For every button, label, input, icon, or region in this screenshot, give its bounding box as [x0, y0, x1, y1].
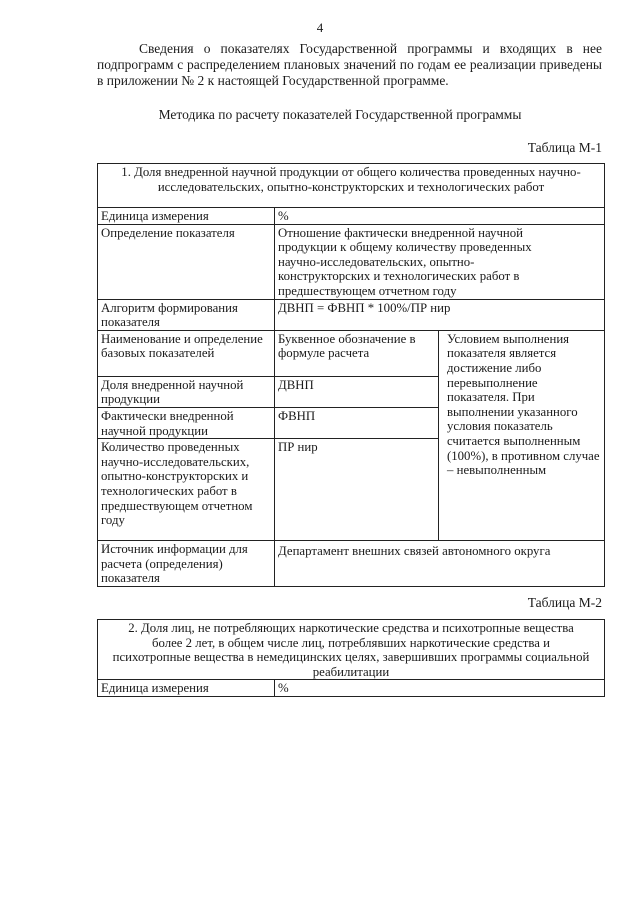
table-m1-header: 1. Доля внедренной научной продукции от общего количества проведенных научно-исследовательских, опытно-конструкторских и технологических работ	[98, 164, 605, 208]
definition-value: Отношение фактически внедренной научной продукции к общему количеству проведенных научно-исследовательских, опытно-конструкторских и технологических работ в предшествующем отчетном году	[275, 224, 605, 299]
unit-row	[98, 680, 605, 697]
base-symbol-header: Буквенное обозначение в формуле расчета	[275, 330, 439, 376]
source-value: Департамент внешних связей автономного округа	[275, 541, 605, 587]
page-number: 4	[316, 20, 324, 35]
unit-value: %	[275, 680, 605, 697]
unit-row	[98, 208, 605, 225]
algorithm-value: ДВНП = ФВНП * 100%/ПР нир	[275, 299, 605, 330]
unit-label: Единица измерения	[98, 680, 275, 697]
table-m1-header-row	[98, 164, 605, 208]
definition-row	[98, 224, 605, 299]
base-row-symbol: ФВНП	[275, 407, 439, 438]
intro-paragraph: Сведения о показателях Государственной программы и входящих в нее подпрограмм с распределением плановых значений по годам ее реализации приведены в приложении № 2 к настоящей Государственной программе.	[97, 41, 602, 88]
source-row	[98, 541, 605, 587]
table-m2-header: 2. Доля лиц, не потребляющих наркотические средства и психотропные вещества более 2 лет, в общем числе лиц, потреблявших наркотические средства и психотропные вещества в немедицинских целях, завершивших программы социальной реабилитации	[98, 620, 605, 680]
table-m1-label: Таблица М-1	[527, 140, 602, 155]
unit-value: %	[275, 208, 605, 225]
base-row-name: Доля внедренной научной продукции	[98, 376, 275, 407]
base-row-name: Фактически внедренной научной продукции	[98, 407, 275, 438]
base-row-symbol: ДВНП	[275, 376, 439, 407]
table-m2-header-row	[98, 620, 605, 680]
algorithm-label: Алгоритм формирования показателя	[98, 299, 275, 330]
table-m2	[97, 619, 605, 697]
base-header-row	[98, 330, 605, 376]
definition-label: Определение показателя	[98, 224, 275, 299]
algorithm-row	[98, 299, 605, 330]
table-m2-label: Таблица М-2	[527, 595, 602, 610]
condition-text: Условием выполнения показателя является достижение либо перевыполнение показателя. При выполнении указанного условия показатель считается выполненным (100%), в противном случае – невыполненным	[439, 330, 605, 540]
base-label: Наименование и определение базовых показателей	[98, 330, 275, 376]
base-row-symbol: ПР нир	[275, 439, 439, 541]
unit-label: Единица измерения	[98, 208, 275, 225]
method-title: Методика по расчету показателей Государственной программы	[158, 107, 522, 122]
base-row-name: Количество проведенных научно-исследовательских, опытно-конструкторских и технологических работ в предшествующем отчетном году	[98, 439, 275, 541]
table-m1	[97, 163, 605, 587]
source-label: Источник информации для расчета (определения) показателя	[98, 541, 275, 587]
